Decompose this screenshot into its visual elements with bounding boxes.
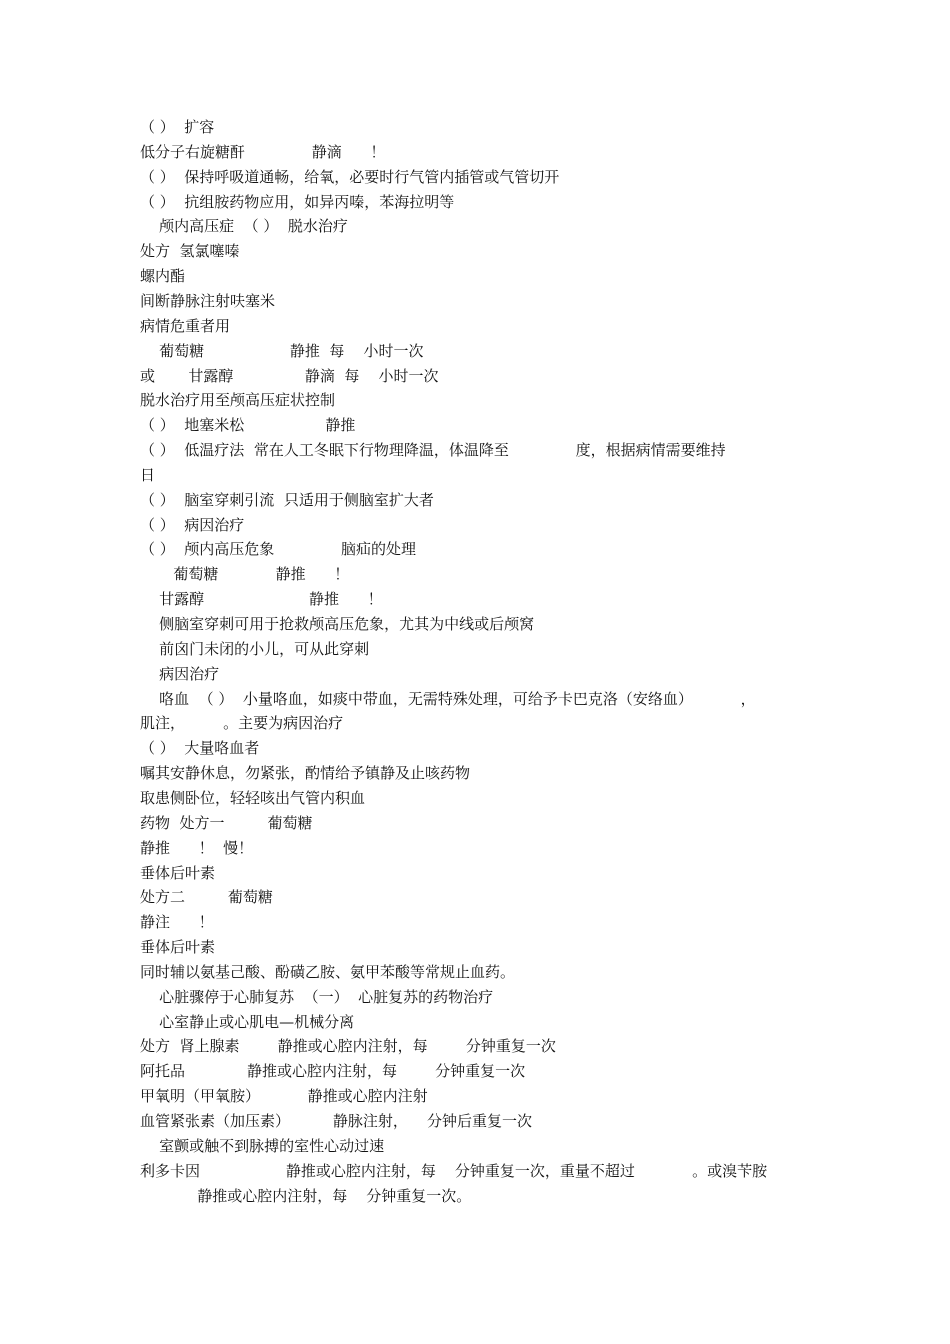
text-line: （ ） 低温疗法 常在人工冬眠下行物理降温，体温降至 度，根据病情需要维持 — [140, 441, 726, 460]
text-line: 葡萄糖 静推 ！ — [140, 565, 350, 584]
text-line: （ ） 地塞米松 静推 — [140, 416, 356, 435]
text-line: 垂体后叶素 — [140, 938, 216, 957]
text-line: 静推或心腔内注射，每 分钟重复一次。 — [140, 1186, 472, 1205]
text-line: 心脏骤停于心肺复苏 （一） 心脏复苏的药物治疗 — [140, 987, 494, 1006]
text-line: 病情危重者用 — [140, 316, 231, 335]
text-line: 病因治疗 — [140, 664, 220, 683]
text-line: 心室静止或心肌电—机械分离 — [140, 1012, 355, 1031]
text-line: 前囟门未闭的小儿，可从此穿刺 — [140, 639, 370, 658]
text-line: 甘露醇 静推 ！ — [140, 590, 383, 609]
text-line: 同时辅以氨基己酸、酚磺乙胺、氨甲苯酸等常规止血药。 — [140, 962, 516, 981]
text-line: 侧脑室穿刺可用于抢救颅高压危象，尤其为中线或后颅窝 — [140, 615, 535, 633]
text-line: 处方 氢氯噻嗪 — [140, 242, 240, 261]
text-line: 低分子右旋糖酐 静滴 ！ — [140, 142, 386, 161]
text-line: 静注 ！ — [140, 913, 214, 932]
text-line: 阿托品 静推或心腔内注射，每 分钟重复一次 — [140, 1062, 526, 1081]
text-line: 嘱其安静休息，勿紧张，酌情给予镇静及止咳药物 — [140, 764, 471, 783]
text-line: （ ） 颅内高压危象 脑疝的处理 — [140, 540, 417, 559]
text-line: 或 甘露醇 静滴 每 小时一次 — [140, 366, 439, 385]
text-line: 血管紧张素（加压素） 静脉注射， 分钟后重复一次 — [140, 1112, 532, 1130]
text-line: 利多卡因 静推或心腔内注射，每 分钟重复一次，重量不超过 。或溴苄胺 — [140, 1161, 768, 1180]
text-line: 静推 ！ 慢！ — [140, 838, 254, 857]
text-line: 处方二 葡萄糖 — [140, 888, 273, 907]
text-line: 肌注， 。主要为病因治疗 — [140, 714, 344, 733]
text-line: （ ） 抗组胺药物应用，如异丙嗪，苯海拉明等 — [140, 192, 455, 211]
text-line: （ ） 大量咯血者 — [140, 739, 260, 758]
text-line: （ ） 病因治疗 — [140, 515, 245, 534]
text-line: 日 — [140, 465, 156, 484]
text-line: 取患侧卧位，轻轻咳出气管内积血 — [140, 788, 366, 807]
text-line: （ ） 保持呼吸道通畅，给氧，必要时行气管内插管或气管切开 — [140, 167, 560, 186]
text-line: 葡萄糖 静推 每 小时一次 — [140, 341, 424, 360]
text-line: 咯血 （ ） 小量咯血，如痰中带血，无需特殊处理，可给予卡巴克洛（安络血） ， — [140, 689, 756, 708]
text-line: 颅内高压症 （ ） 脱水治疗 — [140, 217, 348, 236]
text-line: 药物 处方一 葡萄糖 — [140, 813, 313, 832]
text-line: 处方 肾上腺素 静推或心腔内注射，每 分钟重复一次 — [140, 1037, 556, 1056]
text-line: 室颤或触不到脉搏的室性心动过速 — [140, 1136, 385, 1155]
text-line: （ ） 扩容 — [140, 118, 215, 136]
text-line: 间断静脉注射呋塞米 — [140, 291, 276, 310]
text-line: 垂体后叶素 — [140, 863, 216, 882]
text-line: 甲氧明（甲氧胺） 静推或心腔内注射 — [140, 1087, 428, 1106]
text-line: 螺内酯 — [140, 267, 186, 286]
text-line: 脱水治疗用至颅高压症状控制 — [140, 391, 336, 410]
text-line: （ ） 脑室穿刺引流 只适用于侧脑室扩大者 — [140, 490, 434, 509]
